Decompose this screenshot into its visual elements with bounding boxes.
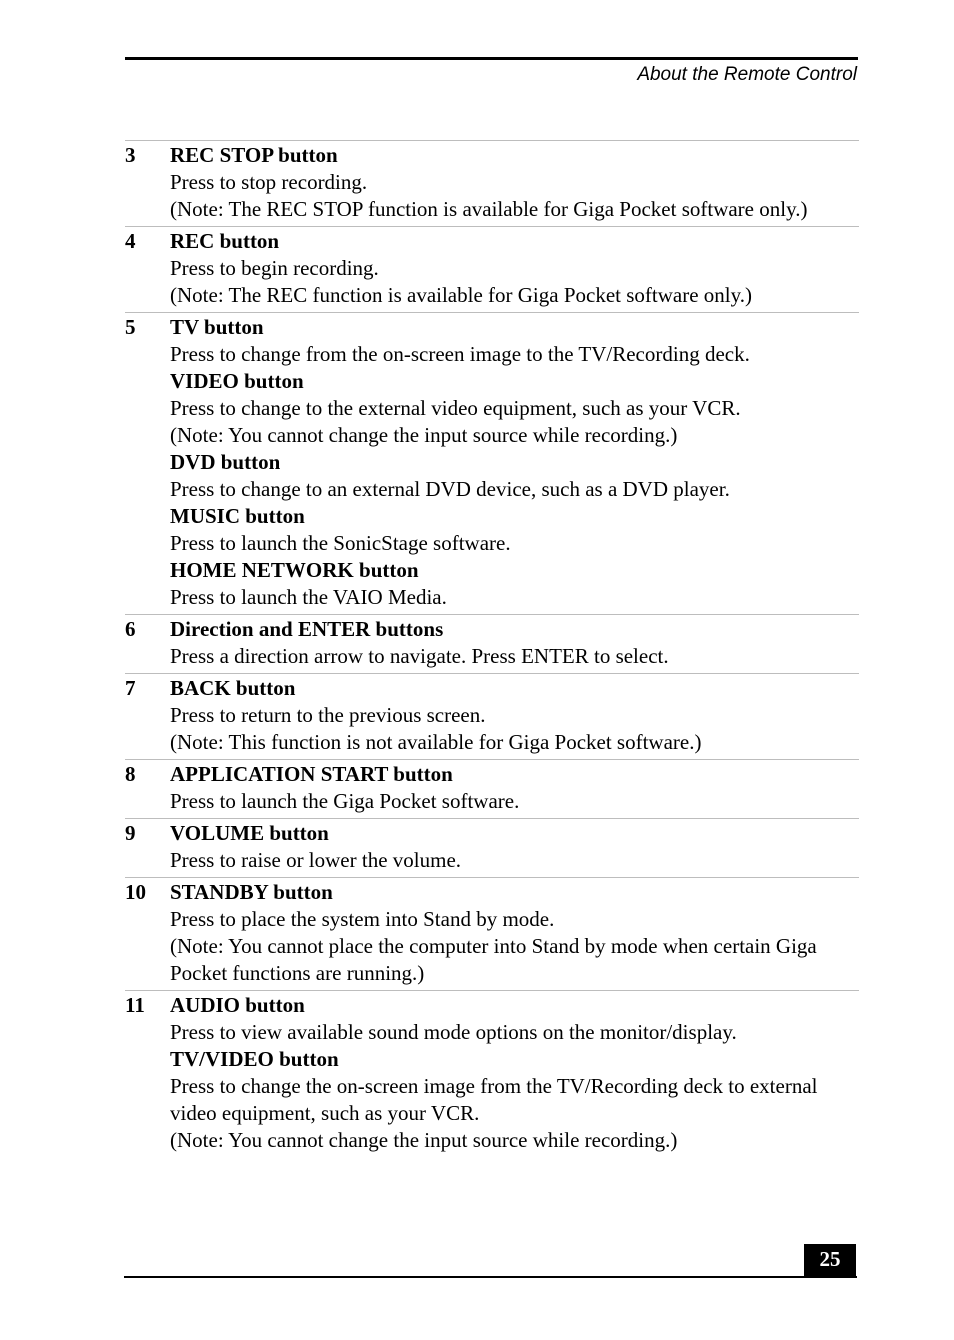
description-text: Press to return to the previous screen. bbox=[170, 703, 486, 727]
item-description bbox=[170, 992, 859, 1154]
item-number: 10 bbox=[125, 880, 146, 904]
item-description bbox=[170, 675, 859, 756]
description-text: (Note: You cannot change the input source while recording.) bbox=[170, 1128, 678, 1152]
button-name: APPLICATION START button bbox=[170, 762, 453, 786]
item-description bbox=[170, 761, 859, 815]
item-number: 8 bbox=[125, 762, 136, 786]
button-name: MUSIC button bbox=[170, 504, 305, 528]
description-text: Press to stop recording. bbox=[170, 170, 368, 194]
button-name: AUDIO button bbox=[170, 993, 305, 1017]
description-text: Press to launch the SonicStage software. bbox=[170, 531, 511, 555]
table-row bbox=[125, 760, 859, 819]
item-number: 9 bbox=[125, 821, 136, 845]
table-row bbox=[125, 313, 859, 615]
description-text: (Note: The REC STOP function is available for Giga Pocket software only.) bbox=[170, 197, 808, 221]
description-text: Press to change to the external video equipment, such as your VCR. bbox=[170, 396, 741, 420]
description-text: Press to change from the on-screen image to the TV/Recording deck. bbox=[170, 342, 750, 366]
item-number: 6 bbox=[125, 617, 136, 641]
description-text: Press to view available sound mode options on the monitor/display. bbox=[170, 1020, 737, 1044]
table-row bbox=[125, 819, 859, 878]
description-text: Press to place the system into Stand by mode. bbox=[170, 907, 555, 931]
header-rule bbox=[125, 57, 858, 60]
button-name: STANDBY button bbox=[170, 880, 333, 904]
table-row bbox=[125, 227, 859, 313]
item-number: 11 bbox=[125, 993, 145, 1017]
description-text: Press to raise or lower the volume. bbox=[170, 848, 462, 872]
table-row bbox=[125, 991, 859, 1157]
button-name: TV/VIDEO button bbox=[170, 1047, 339, 1071]
item-description bbox=[170, 616, 859, 670]
description-text: Press a direction arrow to navigate. Press ENTER to select. bbox=[170, 644, 669, 668]
button-description-table bbox=[125, 140, 859, 1157]
description-text: (Note: This function is not available for Giga Pocket software.) bbox=[170, 730, 702, 754]
item-description bbox=[170, 314, 859, 611]
item-number: 7 bbox=[125, 676, 136, 700]
item-description bbox=[170, 142, 859, 223]
description-text: (Note: You cannot place the computer into Stand by mode when certain Giga Pocket functions are running.) bbox=[170, 934, 817, 985]
button-name: VOLUME button bbox=[170, 821, 329, 845]
table-row bbox=[125, 141, 859, 227]
table-row bbox=[125, 674, 859, 760]
button-name: REC STOP button bbox=[170, 143, 338, 167]
description-text: Press to change to an external DVD device, such as a DVD player. bbox=[170, 477, 730, 501]
table-row bbox=[125, 615, 859, 674]
item-description bbox=[170, 879, 859, 987]
item-number: 3 bbox=[125, 143, 136, 167]
button-name: Direction and ENTER buttons bbox=[170, 617, 444, 641]
button-name: BACK button bbox=[170, 676, 296, 700]
description-text: Press to begin recording. bbox=[170, 256, 379, 280]
item-number: 4 bbox=[125, 229, 136, 253]
page-number: 25 bbox=[804, 1244, 856, 1277]
description-text: Press to launch the Giga Pocket software. bbox=[170, 789, 520, 813]
item-number: 5 bbox=[125, 315, 136, 339]
description-text: (Note: You cannot change the input source while recording.) bbox=[170, 423, 678, 447]
running-header: About the Remote Control bbox=[637, 64, 857, 85]
item-description bbox=[170, 820, 859, 874]
button-name: DVD button bbox=[170, 450, 281, 474]
table-row bbox=[125, 878, 859, 991]
button-name: REC button bbox=[170, 229, 280, 253]
button-name: TV button bbox=[170, 315, 264, 339]
item-description bbox=[170, 228, 859, 309]
description-text: Press to launch the VAIO Media. bbox=[170, 585, 447, 609]
description-text: (Note: The REC function is available for Giga Pocket software only.) bbox=[170, 283, 753, 307]
footer-rule bbox=[124, 1276, 857, 1278]
button-name: VIDEO button bbox=[170, 369, 304, 393]
description-text: Press to change the on-screen image from the TV/Recording deck to external video equipment, such as your VCR. bbox=[170, 1074, 818, 1125]
button-name: HOME NETWORK button bbox=[170, 558, 419, 582]
